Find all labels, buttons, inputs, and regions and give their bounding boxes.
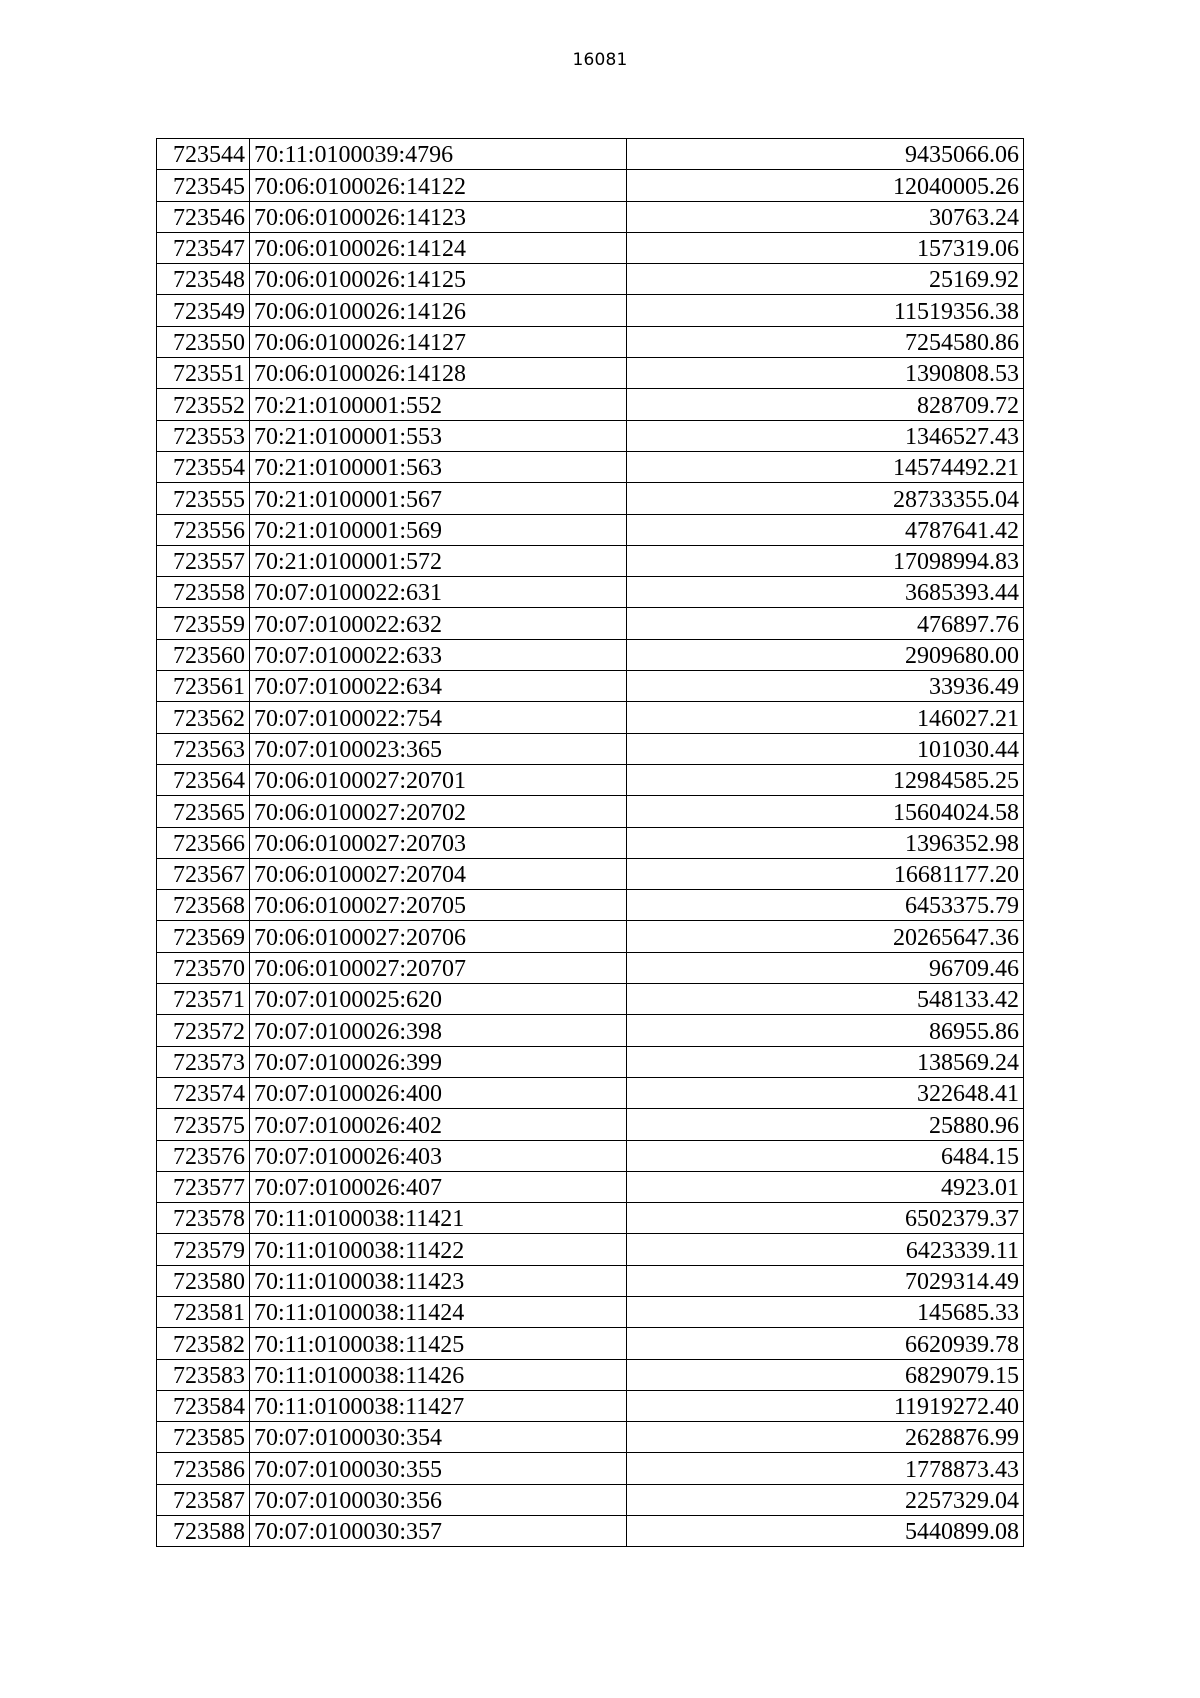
- cadastral-number-cell: 70:07:0100026:403: [250, 1140, 627, 1171]
- row-number-cell: 723585: [157, 1422, 250, 1453]
- cadastral-number-cell: 70:11:0100038:11423: [250, 1265, 627, 1296]
- row-number-cell: 723548: [157, 264, 250, 295]
- row-number-cell: 723562: [157, 702, 250, 733]
- cadastral-number-cell: 70:07:0100022:632: [250, 608, 627, 639]
- cadastral-value-cell: 548133.42: [627, 984, 1024, 1015]
- cadastral-value-cell: 1390808.53: [627, 358, 1024, 389]
- table-row: [157, 201, 1024, 232]
- table-row: [157, 1109, 1024, 1140]
- cadastral-value-cell: 4787641.42: [627, 514, 1024, 545]
- cadastral-value-cell: 6502379.37: [627, 1203, 1024, 1234]
- cadastral-number-cell: 70:06:0100027:20702: [250, 796, 627, 827]
- row-number-cell: 723554: [157, 451, 250, 482]
- row-number-cell: 723547: [157, 232, 250, 263]
- cadastral-value-cell: 1396352.98: [627, 827, 1024, 858]
- row-number-cell: 723567: [157, 858, 250, 889]
- table-row: [157, 1516, 1024, 1547]
- cadastral-value-cell: 2628876.99: [627, 1422, 1024, 1453]
- cadastral-value-cell: 322648.41: [627, 1077, 1024, 1108]
- cadastral-value-cell: 3685393.44: [627, 577, 1024, 608]
- table-row: [157, 358, 1024, 389]
- row-number-cell: 723544: [157, 139, 250, 170]
- table-row: [157, 733, 1024, 764]
- row-number-cell: 723568: [157, 890, 250, 921]
- table-row: [157, 1077, 1024, 1108]
- row-number-cell: 723565: [157, 796, 250, 827]
- cadastral-number-cell: 70:21:0100001:572: [250, 545, 627, 576]
- cadastral-number-cell: 70:06:0100026:14127: [250, 326, 627, 357]
- cadastral-value-cell: 15604024.58: [627, 796, 1024, 827]
- cadastral-number-cell: 70:06:0100026:14126: [250, 295, 627, 326]
- cadastral-value-cell: 86955.86: [627, 1015, 1024, 1046]
- row-number-cell: 723570: [157, 952, 250, 983]
- cadastral-number-cell: 70:07:0100030:356: [250, 1484, 627, 1515]
- row-number-cell: 723561: [157, 671, 250, 702]
- row-number-cell: 723586: [157, 1453, 250, 1484]
- cadastral-number-cell: 70:11:0100038:11425: [250, 1328, 627, 1359]
- row-number-cell: 723563: [157, 733, 250, 764]
- cadastral-number-cell: 70:07:0100026:400: [250, 1077, 627, 1108]
- table-row: [157, 608, 1024, 639]
- cadastral-value-cell: 2909680.00: [627, 639, 1024, 670]
- cadastral-value-cell: 145685.33: [627, 1296, 1024, 1327]
- row-number-cell: 723552: [157, 389, 250, 420]
- cadastral-number-cell: 70:07:0100026:399: [250, 1046, 627, 1077]
- table-row: [157, 827, 1024, 858]
- cadastral-value-cell: 476897.76: [627, 608, 1024, 639]
- table-row: [157, 139, 1024, 170]
- cadastral-number-cell: 70:11:0100038:11421: [250, 1203, 627, 1234]
- cadastral-value-table: [156, 138, 1024, 1547]
- cadastral-number-cell: 70:06:0100027:20705: [250, 890, 627, 921]
- row-number-cell: 723576: [157, 1140, 250, 1171]
- row-number-cell: 723564: [157, 764, 250, 795]
- table-row: [157, 326, 1024, 357]
- cadastral-number-cell: 70:07:0100022:633: [250, 639, 627, 670]
- row-number-cell: 723555: [157, 483, 250, 514]
- cadastral-number-cell: 70:07:0100023:365: [250, 733, 627, 764]
- cadastral-number-cell: 70:06:0100026:14125: [250, 264, 627, 295]
- row-number-cell: 723558: [157, 577, 250, 608]
- cadastral-number-cell: 70:06:0100027:20704: [250, 858, 627, 889]
- cadastral-number-cell: 70:11:0100038:11427: [250, 1390, 627, 1421]
- row-number-cell: 723569: [157, 921, 250, 952]
- cadastral-number-cell: 70:07:0100030:354: [250, 1422, 627, 1453]
- cadastral-value-cell: 6484.15: [627, 1140, 1024, 1171]
- row-number-cell: 723579: [157, 1234, 250, 1265]
- row-number-cell: 723571: [157, 984, 250, 1015]
- cadastral-number-cell: 70:21:0100001:552: [250, 389, 627, 420]
- cadastral-value-cell: 96709.46: [627, 952, 1024, 983]
- cadastral-number-cell: 70:11:0100038:11424: [250, 1296, 627, 1327]
- table-row: [157, 952, 1024, 983]
- row-number-cell: 723588: [157, 1516, 250, 1547]
- table-row: [157, 1203, 1024, 1234]
- table-row: [157, 1328, 1024, 1359]
- row-number-cell: 723560: [157, 639, 250, 670]
- table-row: [157, 984, 1024, 1015]
- cadastral-value-cell: 30763.24: [627, 201, 1024, 232]
- cadastral-number-cell: 70:11:0100039:4796: [250, 139, 627, 170]
- table-row: [157, 671, 1024, 702]
- cadastral-value-cell: 5440899.08: [627, 1516, 1024, 1547]
- row-number-cell: 723557: [157, 545, 250, 576]
- row-number-cell: 723577: [157, 1171, 250, 1202]
- table-row: [157, 890, 1024, 921]
- cadastral-value-cell: 2257329.04: [627, 1484, 1024, 1515]
- table-row: [157, 1234, 1024, 1265]
- table-row: [157, 1453, 1024, 1484]
- cadastral-value-cell: 17098994.83: [627, 545, 1024, 576]
- table-row: [157, 764, 1024, 795]
- row-number-cell: 723572: [157, 1015, 250, 1046]
- cadastral-number-cell: 70:07:0100026:402: [250, 1109, 627, 1140]
- table-row: [157, 170, 1024, 201]
- cadastral-value-cell: 138569.24: [627, 1046, 1024, 1077]
- cadastral-value-cell: 6453375.79: [627, 890, 1024, 921]
- cadastral-value-cell: 6423339.11: [627, 1234, 1024, 1265]
- cadastral-number-cell: 70:11:0100038:11426: [250, 1359, 627, 1390]
- table-row: [157, 796, 1024, 827]
- cadastral-value-cell: 4923.01: [627, 1171, 1024, 1202]
- row-number-cell: 723566: [157, 827, 250, 858]
- table-row: [157, 858, 1024, 889]
- row-number-cell: 723575: [157, 1109, 250, 1140]
- table-row: [157, 451, 1024, 482]
- cadastral-value-cell: 11919272.40: [627, 1390, 1024, 1421]
- table-row: [157, 1359, 1024, 1390]
- row-number-cell: 723545: [157, 170, 250, 201]
- table-row: [157, 639, 1024, 670]
- cadastral-number-cell: 70:07:0100022:631: [250, 577, 627, 608]
- cadastral-value-cell: 28733355.04: [627, 483, 1024, 514]
- row-number-cell: 723581: [157, 1296, 250, 1327]
- cadastral-value-cell: 12984585.25: [627, 764, 1024, 795]
- cadastral-value-cell: 16681177.20: [627, 858, 1024, 889]
- row-number-cell: 723546: [157, 201, 250, 232]
- table-row: [157, 577, 1024, 608]
- table-row: [157, 1296, 1024, 1327]
- cadastral-value-cell: 6620939.78: [627, 1328, 1024, 1359]
- row-number-cell: 723573: [157, 1046, 250, 1077]
- table-row: [157, 1422, 1024, 1453]
- cadastral-number-cell: 70:07:0100026:407: [250, 1171, 627, 1202]
- cadastral-value-cell: 11519356.38: [627, 295, 1024, 326]
- row-number-cell: 723556: [157, 514, 250, 545]
- cadastral-number-cell: 70:06:0100027:20707: [250, 952, 627, 983]
- row-number-cell: 723578: [157, 1203, 250, 1234]
- cadastral-value-cell: 828709.72: [627, 389, 1024, 420]
- row-number-cell: 723549: [157, 295, 250, 326]
- cadastral-value-cell: 146027.21: [627, 702, 1024, 733]
- row-number-cell: 723584: [157, 1390, 250, 1421]
- cadastral-number-cell: 70:21:0100001:563: [250, 451, 627, 482]
- cadastral-number-cell: 70:06:0100026:14123: [250, 201, 627, 232]
- cadastral-value-cell: 14574492.21: [627, 451, 1024, 482]
- cadastral-value-cell: 12040005.26: [627, 170, 1024, 201]
- table-row: [157, 232, 1024, 263]
- table-row: [157, 483, 1024, 514]
- cadastral-number-cell: 70:06:0100026:14124: [250, 232, 627, 263]
- cadastral-value-cell: 7254580.86: [627, 326, 1024, 357]
- cadastral-number-cell: 70:21:0100001:553: [250, 420, 627, 451]
- cadastral-value-cell: 25880.96: [627, 1109, 1024, 1140]
- cadastral-value-cell: 1346527.43: [627, 420, 1024, 451]
- table-row: [157, 1265, 1024, 1296]
- cadastral-number-cell: 70:07:0100030:357: [250, 1516, 627, 1547]
- cadastral-number-cell: 70:06:0100027:20701: [250, 764, 627, 795]
- table-row: [157, 295, 1024, 326]
- table-row: [157, 1140, 1024, 1171]
- cadastral-number-cell: 70:07:0100022:754: [250, 702, 627, 733]
- cadastral-number-cell: 70:06:0100026:14122: [250, 170, 627, 201]
- table-row: [157, 1015, 1024, 1046]
- cadastral-value-cell: 6829079.15: [627, 1359, 1024, 1390]
- cadastral-value-cell: 101030.44: [627, 733, 1024, 764]
- cadastral-value-cell: 1778873.43: [627, 1453, 1024, 1484]
- row-number-cell: 723587: [157, 1484, 250, 1515]
- cadastral-number-cell: 70:07:0100026:398: [250, 1015, 627, 1046]
- row-number-cell: 723582: [157, 1328, 250, 1359]
- cadastral-number-cell: 70:07:0100030:355: [250, 1453, 627, 1484]
- page-number: 16081: [572, 50, 628, 70]
- table-row: [157, 1390, 1024, 1421]
- cadastral-value-cell: 7029314.49: [627, 1265, 1024, 1296]
- table-row: [157, 264, 1024, 295]
- cadastral-number-cell: 70:06:0100026:14128: [250, 358, 627, 389]
- table-row: [157, 514, 1024, 545]
- table-body: [157, 139, 1024, 1547]
- cadastral-number-cell: 70:21:0100001:567: [250, 483, 627, 514]
- table-row: [157, 702, 1024, 733]
- cadastral-value-cell: 157319.06: [627, 232, 1024, 263]
- row-number-cell: 723574: [157, 1077, 250, 1108]
- cadastral-number-cell: 70:06:0100027:20703: [250, 827, 627, 858]
- cadastral-number-cell: 70:21:0100001:569: [250, 514, 627, 545]
- row-number-cell: 723559: [157, 608, 250, 639]
- table-row: [157, 389, 1024, 420]
- row-number-cell: 723550: [157, 326, 250, 357]
- table-row: [157, 545, 1024, 576]
- table-row: [157, 1046, 1024, 1077]
- cadastral-number-cell: 70:07:0100025:620: [250, 984, 627, 1015]
- table-row: [157, 1171, 1024, 1202]
- cadastral-number-cell: 70:07:0100022:634: [250, 671, 627, 702]
- table-row: [157, 420, 1024, 451]
- cadastral-value-cell: 25169.92: [627, 264, 1024, 295]
- row-number-cell: 723580: [157, 1265, 250, 1296]
- cadastral-number-cell: 70:06:0100027:20706: [250, 921, 627, 952]
- cadastral-value-cell: 33936.49: [627, 671, 1024, 702]
- cadastral-number-cell: 70:11:0100038:11422: [250, 1234, 627, 1265]
- row-number-cell: 723551: [157, 358, 250, 389]
- row-number-cell: 723553: [157, 420, 250, 451]
- table-row: [157, 921, 1024, 952]
- cadastral-value-cell: 20265647.36: [627, 921, 1024, 952]
- table-row: [157, 1484, 1024, 1515]
- cadastral-value-cell: 9435066.06: [627, 139, 1024, 170]
- row-number-cell: 723583: [157, 1359, 250, 1390]
